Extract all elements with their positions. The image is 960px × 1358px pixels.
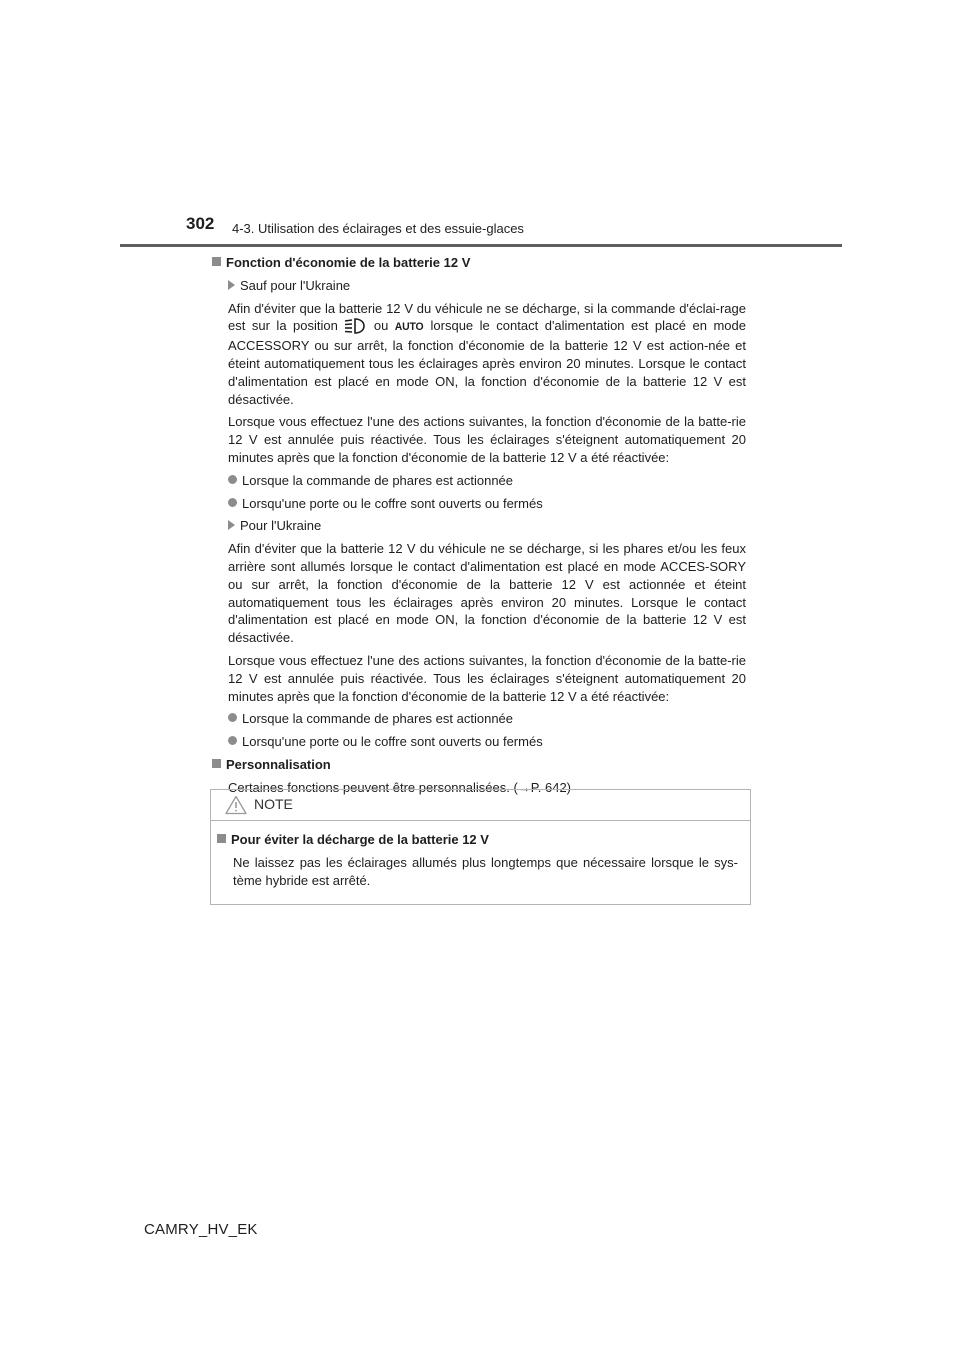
list-item: Lorsqu'une porte ou le coffre sont ouverts ou fermés (228, 733, 746, 751)
page-number: 302 (186, 214, 215, 233)
triangle-bullet-icon (228, 520, 235, 530)
round-bullet-icon (228, 713, 237, 722)
case-ukraine: Pour l'Ukraine (228, 517, 746, 535)
chapter-title: 4-3. Utilisation des éclairages et des essuie-glaces (232, 221, 524, 236)
case-except-ukraine: Sauf pour l'Ukraine (228, 277, 746, 295)
battery-saver-body (212, 277, 746, 751)
list-item: Lorsque la commande de phares est actionnée (228, 710, 746, 728)
square-bullet-icon (212, 759, 221, 768)
paragraph: Afin d'éviter que la batterie 12 V du véhicule ne se décharge, si les phares et/ou les feux arrière sont allumés lorsque le contact d'alimentation est placé en mode ACCES-SORY ou sur arrêt, la fonction d'économie de la batterie 12 V est actionnée et éteint automatiquement tous les éclairages après environ 20 minutes. Lorsque le contact d'alimentation est placé en mode ON, la fonction d'économie de la batterie 12 V est désactivée. (228, 541, 746, 646)
section-heading-customization: Personnalisation (212, 756, 746, 774)
triangle-bullet-icon (228, 280, 235, 290)
main-content (212, 254, 746, 802)
page-reference-text: Certaines fonctions peuvent être personnalisées. (→P. 642) (228, 779, 572, 795)
square-bullet-icon (212, 257, 221, 266)
round-bullet-icon (228, 498, 237, 507)
note-heading: Pour éviter la décharge de la batterie 12 V (217, 831, 738, 849)
paragraph: Afin d'éviter que la batterie 12 V du véhicule ne se décharge, si la commande d'éclai-rage est sur la position ou AUTO lorsque le contact d'alimentation est placé en mode ACCESSORY ou sur arrêt, la fonction d'économie de la batterie 12 V est action-née et éteint automatiquement tous les éclairages après environ 20 minutes. Lorsque le contact d'alimentation est placé en mode ON, la fonction d'économie de la batterie 12 V est désactivée. (228, 300, 746, 407)
note-box (210, 789, 751, 905)
paragraph: Lorsque vous effectuez l'une des actions suivantes, la fonction d'économie de la batte-rie 12 V est annulée puis réactivée. Tous les éclairages s'éteignent automatiquement 20 minutes après que la fonction d'économie de la batterie 12 V a été réactivée: (228, 414, 746, 465)
note-body (211, 821, 750, 889)
header-divider (120, 244, 842, 247)
note-header (211, 790, 750, 821)
warning-triangle-icon (225, 795, 247, 815)
auto-label: AUTO (395, 321, 424, 334)
round-bullet-icon (228, 736, 237, 745)
section-heading-battery-saver: Fonction d'économie de la batterie 12 V (212, 254, 746, 272)
note-text: Ne laissez pas les éclairages allumés plus longtemps que nécessaire lorsque le sys-tème hybride est arrêté. (233, 854, 738, 888)
paragraph: Lorsque vous effectuez l'une des actions suivantes, la fonction d'économie de la batte-rie 12 V est annulée puis réactivée. Tous les éclairages s'éteignent automatiquement 20 minutes après que la fonction d'économie de la batterie 12 V a été réactivée: (228, 652, 746, 704)
square-bullet-icon (217, 834, 226, 843)
note-label: NOTE (254, 796, 293, 813)
list-item: Lorsqu'une porte ou le coffre sont ouverts ou fermés (228, 495, 746, 513)
list-item: Lorsque la commande de phares est actionnée (228, 472, 746, 490)
model-code: CAMRY_HV_EK (144, 1221, 258, 1238)
headlight-icon (344, 318, 368, 334)
round-bullet-icon (228, 475, 237, 484)
